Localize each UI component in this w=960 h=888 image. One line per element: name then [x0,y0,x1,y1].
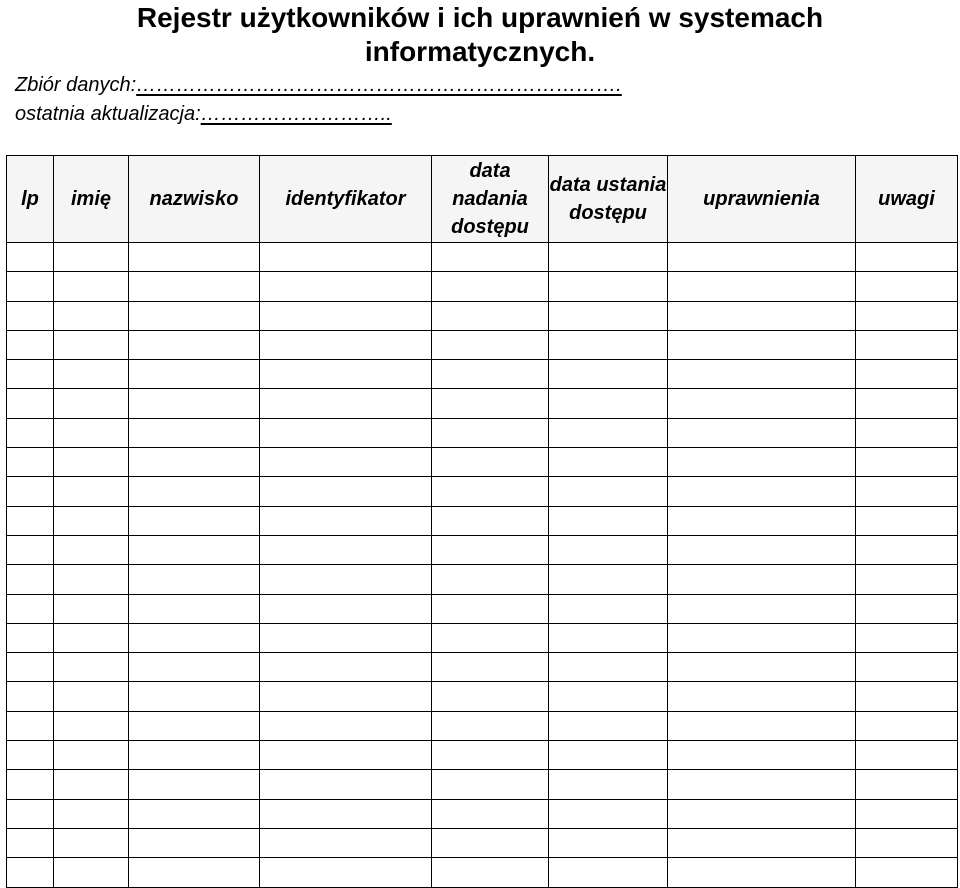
table-cell[interactable] [129,623,260,652]
table-cell[interactable] [668,565,856,594]
table-cell[interactable] [668,360,856,389]
table-cell[interactable] [668,448,856,477]
table-cell[interactable] [549,360,668,389]
table-cell[interactable] [856,301,958,330]
table-row [7,477,958,506]
table-cell[interactable] [260,828,432,857]
table-cell[interactable] [432,272,549,301]
table-cell[interactable] [856,272,958,301]
table-cell[interactable] [7,770,54,799]
table-cell[interactable] [432,389,549,418]
table-cell[interactable] [129,653,260,682]
table-cell[interactable] [129,799,260,828]
table-cell[interactable] [54,741,129,770]
table-cell[interactable] [549,243,668,272]
table-cell[interactable] [7,711,54,740]
table-cell[interactable] [129,448,260,477]
table-cell[interactable] [668,682,856,711]
user-permissions-table [6,155,958,888]
table-cell[interactable] [856,360,958,389]
table-cell[interactable] [668,770,856,799]
dataset-field [15,73,622,97]
table-cell[interactable] [549,828,668,857]
table-cell[interactable] [260,535,432,564]
table-cell[interactable] [668,477,856,506]
table-cell[interactable] [856,682,958,711]
table-cell[interactable] [260,711,432,740]
table-row [7,653,958,682]
table-cell[interactable] [54,272,129,301]
table-cell[interactable] [856,799,958,828]
table-cell[interactable] [54,799,129,828]
table-row [7,828,958,857]
table-cell[interactable] [549,418,668,447]
table-row [7,506,958,535]
table-cell[interactable] [549,770,668,799]
table-cell[interactable] [129,594,260,623]
table-cell[interactable] [260,418,432,447]
table-cell[interactable] [856,389,958,418]
table-row [7,360,958,389]
table-cell[interactable] [432,506,549,535]
table-cell[interactable] [54,565,129,594]
header-last-name: nazwisko [129,156,260,243]
table-cell[interactable] [7,330,54,359]
table-cell[interactable] [129,243,260,272]
table-cell[interactable] [129,682,260,711]
table-cell[interactable] [260,594,432,623]
table-cell[interactable] [54,623,129,652]
table-cell[interactable] [432,682,549,711]
table-cell[interactable] [54,418,129,447]
table-cell[interactable] [7,418,54,447]
table-cell[interactable] [668,330,856,359]
document-title-line-1: Rejestr użytkowników i ich uprawnień w systemach [136,2,824,33]
table-cell[interactable] [549,711,668,740]
table-cell[interactable] [7,682,54,711]
table-cell[interactable] [668,653,856,682]
table-cell[interactable] [260,623,432,652]
table-cell[interactable] [549,653,668,682]
table-cell[interactable] [856,858,958,887]
table-cell[interactable] [549,389,668,418]
document-title [0,0,960,70]
table-row [7,594,958,623]
table-cell[interactable] [668,535,856,564]
table-cell[interactable] [549,535,668,564]
table-cell[interactable] [549,506,668,535]
table-cell[interactable] [54,858,129,887]
table-cell[interactable] [549,301,668,330]
header-first-name: imię [54,156,129,243]
table-cell[interactable] [668,301,856,330]
table-row [7,243,958,272]
table-cell[interactable] [7,653,54,682]
table-cell[interactable] [668,828,856,857]
table-cell[interactable] [260,301,432,330]
table-body [7,243,958,888]
table-cell[interactable] [129,301,260,330]
table-cell[interactable] [856,448,958,477]
table-cell[interactable] [54,711,129,740]
table-cell[interactable] [54,682,129,711]
table-cell[interactable] [54,594,129,623]
dataset-label: Zbiór danych: [15,74,137,96]
table-cell[interactable] [7,535,54,564]
table-cell[interactable] [668,418,856,447]
table-cell[interactable] [432,828,549,857]
table-cell[interactable] [129,858,260,887]
table-cell[interactable] [856,594,958,623]
table-cell[interactable] [54,301,129,330]
table-cell[interactable] [432,448,549,477]
table-cell[interactable] [260,682,432,711]
table-cell[interactable] [260,448,432,477]
table-cell[interactable] [54,243,129,272]
table-cell[interactable] [668,594,856,623]
table-cell[interactable] [856,741,958,770]
table-cell[interactable] [129,741,260,770]
table-cell[interactable] [7,477,54,506]
table-cell[interactable] [856,506,958,535]
table-cell[interactable] [54,535,129,564]
table-cell[interactable] [260,272,432,301]
table-cell[interactable] [7,741,54,770]
table-cell[interactable] [129,828,260,857]
table-row [7,799,958,828]
header-access-granted-date: data nadania dostępu [432,156,549,243]
table-cell[interactable] [549,858,668,887]
header-access-revoked-date: data ustania dostępu [549,156,668,243]
table-cell[interactable] [432,711,549,740]
table-cell[interactable] [432,594,549,623]
table-cell[interactable] [129,389,260,418]
last-update-label: ostatnia aktualizacja: [15,103,201,125]
table-cell[interactable] [549,623,668,652]
table-cell[interactable] [54,330,129,359]
table-cell[interactable] [856,418,958,447]
table-header-row [7,156,958,243]
table-cell[interactable] [668,858,856,887]
header-lp: lp [7,156,54,243]
table-cell[interactable] [432,301,549,330]
table-cell[interactable] [129,418,260,447]
table-row [7,623,958,652]
table-cell[interactable] [260,565,432,594]
table-row [7,711,958,740]
table-cell[interactable] [7,243,54,272]
table-cell[interactable] [432,418,549,447]
table-cell[interactable] [7,389,54,418]
table-cell[interactable] [260,506,432,535]
header-notes: uwagi [856,156,958,243]
table-cell[interactable] [549,477,668,506]
table-row [7,741,958,770]
table-cell[interactable] [549,448,668,477]
table-cell[interactable] [54,448,129,477]
table-cell[interactable] [260,799,432,828]
table-cell[interactable] [260,858,432,887]
header-identifier: identyfikator [260,156,432,243]
table-cell[interactable] [260,770,432,799]
table-cell[interactable] [549,741,668,770]
table-cell[interactable] [432,330,549,359]
table-cell[interactable] [432,741,549,770]
table-cell[interactable] [54,389,129,418]
document-title-line-2: informatycznych. [364,36,596,67]
table-cell[interactable] [129,535,260,564]
table-cell[interactable] [856,653,958,682]
table-row [7,301,958,330]
table-cell[interactable] [7,565,54,594]
table-cell[interactable] [54,770,129,799]
table-cell[interactable] [432,799,549,828]
table-cell[interactable] [432,858,549,887]
table-cell[interactable] [856,477,958,506]
table-cell[interactable] [129,506,260,535]
table-cell[interactable] [7,506,54,535]
table-cell[interactable] [129,330,260,359]
table-cell[interactable] [856,770,958,799]
table-cell[interactable] [260,389,432,418]
table-cell[interactable] [668,389,856,418]
table-cell[interactable] [7,594,54,623]
table-cell[interactable] [432,535,549,564]
table-cell[interactable] [549,272,668,301]
table-cell[interactable] [432,770,549,799]
dataset-fill-line[interactable]: ………………………………………………………………. [136,74,622,96]
table-cell[interactable] [7,623,54,652]
table-cell[interactable] [668,623,856,652]
table-cell[interactable] [260,360,432,389]
table-cell[interactable] [7,360,54,389]
table-cell[interactable] [668,272,856,301]
table-cell[interactable] [668,243,856,272]
table-row [7,682,958,711]
table-cell[interactable] [549,799,668,828]
table-cell[interactable] [549,682,668,711]
table-cell[interactable] [432,243,549,272]
table-cell[interactable] [54,360,129,389]
table-cell[interactable] [856,828,958,857]
table-cell[interactable] [856,243,958,272]
table-cell[interactable] [668,799,856,828]
table-cell[interactable] [129,770,260,799]
table-cell[interactable] [7,448,54,477]
table-cell[interactable] [856,711,958,740]
table-row [7,389,958,418]
table-cell[interactable] [668,711,856,740]
table-cell[interactable] [129,272,260,301]
table-cell[interactable] [54,477,129,506]
table-row [7,448,958,477]
table-row [7,565,958,594]
last-update-fill-line[interactable]: ……………………….. [200,103,392,125]
table-cell[interactable] [54,828,129,857]
table-cell[interactable] [7,799,54,828]
table-row [7,770,958,799]
table-cell[interactable] [668,506,856,535]
table-cell[interactable] [7,858,54,887]
table-cell[interactable] [432,565,549,594]
table-cell[interactable] [129,565,260,594]
table-cell[interactable] [432,360,549,389]
header-permissions: uprawnienia [668,156,856,243]
table-cell[interactable] [260,653,432,682]
table-row [7,858,958,887]
table-cell[interactable] [7,301,54,330]
table-cell[interactable] [668,741,856,770]
table-row [7,330,958,359]
table-cell[interactable] [432,653,549,682]
table-row [7,418,958,447]
table-cell[interactable] [549,565,668,594]
table-cell[interactable] [549,330,668,359]
table-cell[interactable] [260,243,432,272]
table-row [7,535,958,564]
table-cell[interactable] [856,330,958,359]
table-cell[interactable] [260,330,432,359]
table-cell[interactable] [54,506,129,535]
table-cell[interactable] [432,477,549,506]
table-cell[interactable] [856,623,958,652]
table-cell[interactable] [129,477,260,506]
table-cell[interactable] [856,565,958,594]
table-cell[interactable] [260,477,432,506]
table-cell[interactable] [7,828,54,857]
table-cell[interactable] [129,360,260,389]
table-row [7,272,958,301]
table-cell[interactable] [7,272,54,301]
table-cell[interactable] [549,594,668,623]
table-cell[interactable] [129,711,260,740]
table-cell[interactable] [54,653,129,682]
table-cell[interactable] [260,741,432,770]
last-update-field [15,102,392,126]
table-cell[interactable] [856,535,958,564]
table-cell[interactable] [432,623,549,652]
